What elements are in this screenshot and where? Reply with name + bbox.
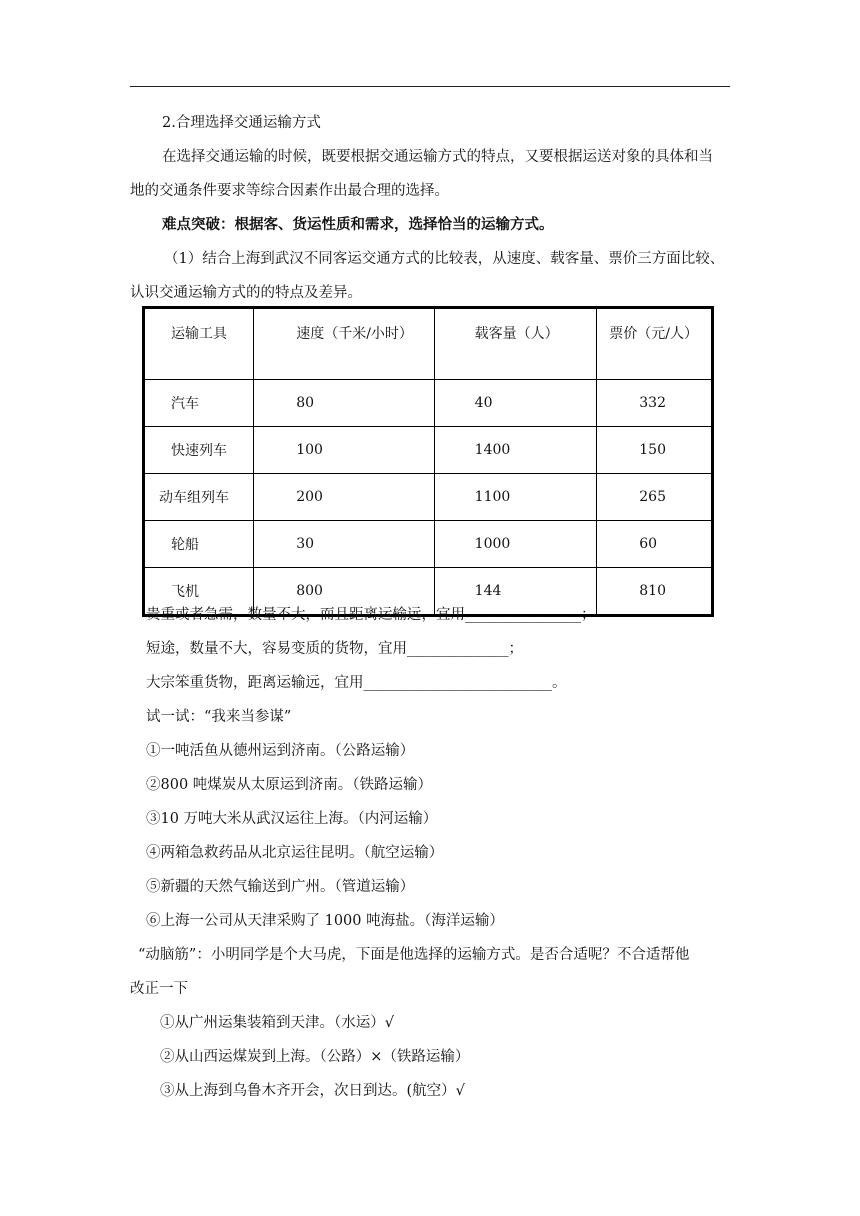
- table-cell: 800: [254, 568, 434, 616]
- table-cell: 144: [434, 568, 597, 616]
- table-header-cell: 票价（元/人）: [597, 308, 713, 380]
- table-cell: 810: [597, 568, 713, 616]
- try-item: ③10 万吨大米从武汉运往上海。（内河运输）: [146, 811, 438, 827]
- table-header-row: [144, 308, 713, 380]
- table-cell: 265: [597, 474, 713, 521]
- table-row: [144, 521, 713, 568]
- try-item: ⑥上海一公司从天津采购了 1000 吨海盐。（海洋运输）: [146, 913, 504, 929]
- table-cell: 200: [254, 474, 434, 521]
- question-1-line-2: 认识交通运输方式的的特点及差异。: [130, 285, 362, 301]
- table-row: [144, 427, 713, 474]
- try-item: ①一吨活鱼从德州运到济南。（公路运输）: [146, 743, 415, 759]
- try-it-heading: 试一试：“我来当参谋”: [146, 709, 292, 725]
- intro-paragraph-line-1: 在选择交通运输的时候，既要根据交通运输方式的特点，又要根据运送对象的具体和当: [162, 149, 713, 165]
- table-cell: 汽车: [144, 380, 254, 427]
- try-item: ⑤新疆的天然气输送到广州。（管道运输）: [146, 879, 415, 895]
- table-header-cell: 速度（千米/小时）: [254, 308, 434, 380]
- table-cell: 332: [597, 380, 713, 427]
- question-1-line-1: （1）结合上海到武汉不同客运交通方式的比较表，从速度、载客量、票价三方面比较、: [164, 251, 725, 267]
- table-cell: 飞机: [144, 568, 254, 616]
- table-cell: 60: [597, 521, 713, 568]
- section-title: 2.合理选择交通运输方式: [162, 115, 321, 131]
- table-cell: 1100: [434, 474, 597, 521]
- brain-teaser-line-2: 改正一下: [130, 981, 188, 997]
- table-cell: 30: [254, 521, 434, 568]
- table-cell: 80: [254, 380, 434, 427]
- table-cell: 1000: [434, 521, 597, 568]
- table-header-cell: 运输工具: [144, 308, 254, 380]
- brain-item: ③从上海到乌鲁木齐开会，次日到达。(航空）√: [160, 1083, 465, 1099]
- difficulty-heading: 难点突破：根据客、货运性质和需求，选择恰当的运输方式。: [162, 216, 554, 233]
- fill-blank-3: 大宗笨重货物，距离运输远，宜用__________________________。: [146, 675, 567, 691]
- try-item: ④两箱急救药品从北京运往昆明。（航空运输）: [146, 845, 444, 861]
- table-cell: 快速列车: [144, 427, 254, 474]
- table-header-cell: 载客量（人）: [434, 308, 597, 380]
- brain-item: ②从山西运煤炭到上海。（公路）×（铁路运输）: [160, 1049, 470, 1065]
- try-item: ②800 吨煤炭从太原运到济南。（铁路运输）: [146, 777, 433, 793]
- fill-blank-2: 短途，数量不大，容易变质的货物，宜用______________；: [146, 641, 523, 657]
- table-cell: 40: [434, 380, 597, 427]
- header-rule: [130, 86, 730, 87]
- brain-teaser-line-1: “动脑筋”：小明同学是个大马虎，下面是他选择的运输方式。是否合适呢？不合适帮他: [138, 947, 690, 963]
- table-cell: 轮船: [144, 521, 254, 568]
- table-cell: 1400: [434, 427, 597, 474]
- transport-comparison-table: [142, 306, 714, 617]
- table-cell: 100: [254, 427, 434, 474]
- table-cell: 150: [597, 427, 713, 474]
- brain-item: ①从广州运集装箱到天津。（水运）√: [160, 1015, 394, 1031]
- table-row: [144, 474, 713, 521]
- fill-blank-1: 贵重或者急需，数量不大，而且距离运输远，宜用________________；: [146, 607, 596, 623]
- intro-paragraph-line-2: 地的交通条件要求等综合因素作出最合理的选择。: [130, 183, 449, 199]
- table-row: [144, 380, 713, 427]
- table-cell: 动车组列车: [144, 474, 254, 521]
